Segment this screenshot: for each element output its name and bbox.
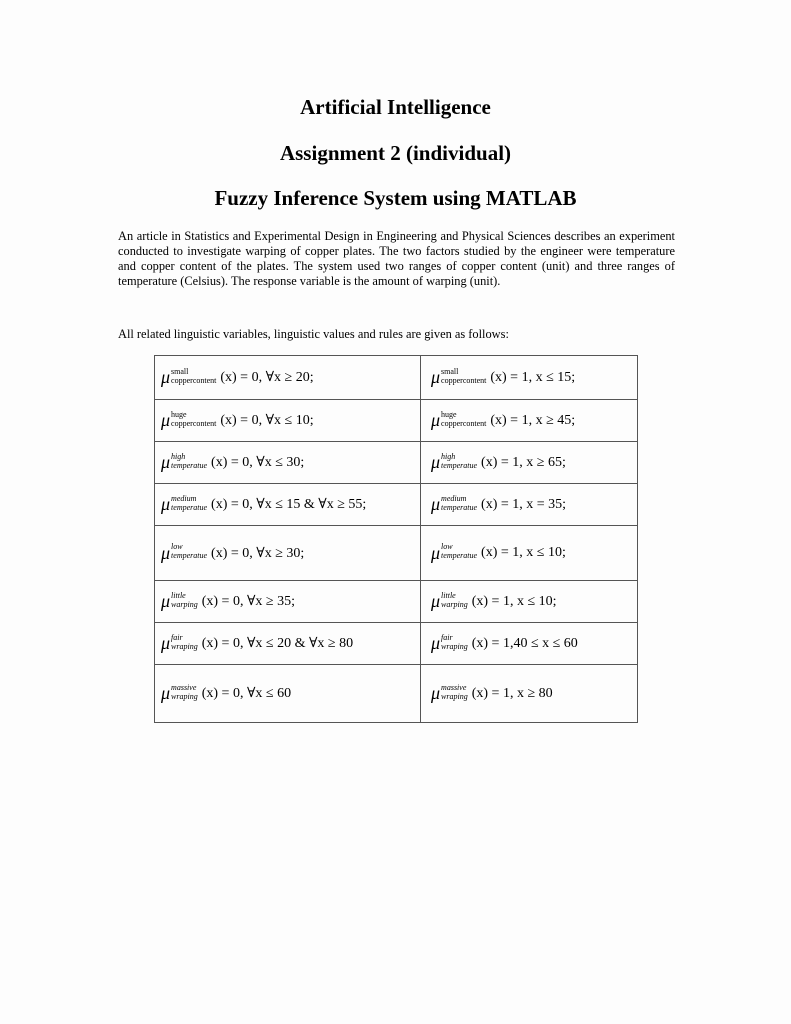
mu-symbol: μ [161, 591, 171, 611]
mu-symbol: μ [431, 633, 441, 653]
linguistic-value: huge [171, 409, 187, 419]
linguistic-variable: coppercontent [171, 418, 217, 428]
rule-cell [421, 356, 638, 400]
linguistic-variable: coppercontent [441, 418, 487, 428]
rule-expression: (x) = 0, ∀x ≤ 60 [201, 686, 292, 701]
mu-symbol: μ [161, 452, 171, 472]
rule-cell [421, 623, 638, 665]
rule-expression: (x) = 0, ∀x ≤ 30; [211, 455, 305, 470]
table-row [155, 623, 638, 665]
table-row [155, 526, 638, 581]
table-row [155, 442, 638, 484]
assignment-title: Assignment 2 (individual) [279, 141, 512, 165]
linguistic-variable: temperatue [171, 551, 208, 560]
rule-cell [155, 484, 421, 526]
linguistic-variable: wraping [171, 641, 198, 651]
rule-expression: (x) = 1, x ≤ 10; [481, 545, 566, 560]
mu-symbol: μ [431, 683, 441, 703]
linguistic-variable: wraping [441, 641, 468, 651]
rule-expression: (x) = 1,40 ≤ x ≤ 60 [471, 635, 578, 651]
table-row [155, 484, 638, 526]
membership-rules-table [154, 355, 638, 723]
topic-title: Fuzzy Inference System using MATLAB [214, 186, 577, 210]
doc-title: Artificial Intelligence [300, 95, 491, 119]
rule-expression: (x) = 1, x ≥ 45; [490, 412, 576, 428]
mu-symbol: μ [431, 494, 441, 514]
linguistic-value: fair [441, 632, 453, 642]
mu-symbol: μ [431, 367, 441, 387]
rules-lead-paragraph: All related linguistic variables, linguistic values and rules are given as follows: [118, 327, 509, 341]
rule-cell [421, 442, 638, 484]
rule-expression: (x) = 0, ∀x ≤ 20 & ∀x ≥ 80 [201, 636, 354, 651]
linguistic-value: little [441, 590, 456, 600]
table-row [155, 356, 638, 400]
rule-expression: (x) = 1, x = 35; [481, 496, 567, 512]
linguistic-variable: wraping [441, 691, 468, 701]
linguistic-value: small [171, 366, 189, 376]
rule-expression: (x) = 0, ∀x ≥ 20; [220, 370, 314, 385]
linguistic-value: huge [441, 409, 457, 419]
rule-cell [155, 356, 421, 400]
mu-symbol: μ [431, 542, 441, 563]
linguistic-variable: warping [441, 599, 468, 609]
mu-symbol: μ [431, 410, 441, 430]
rule-cell [155, 526, 421, 581]
rule-expression: (x) = 1, x ≥ 80 [471, 685, 553, 701]
mu-symbol: μ [161, 633, 171, 653]
linguistic-value: high [441, 451, 456, 461]
linguistic-variable: temperatue [441, 460, 478, 470]
linguistic-variable: temperatue [171, 460, 208, 470]
table-row [155, 400, 638, 442]
rule-expression: (x) = 1, x ≤ 15; [490, 369, 576, 385]
rule-cell [155, 442, 421, 484]
rule-expression: (x) = 1, x ≤ 10; [471, 593, 557, 609]
linguistic-variable: temperatue [441, 502, 478, 512]
rule-cell [155, 623, 421, 665]
rule-expression: (x) = 0, ∀x ≥ 30; [211, 545, 305, 561]
rule-expression: (x) = 0, ∀x ≥ 35; [201, 594, 295, 609]
rule-expression: (x) = 0, ∀x ≤ 10; [220, 413, 314, 428]
linguistic-variable: coppercontent [171, 375, 217, 385]
linguistic-value: massive [441, 682, 467, 692]
rule-cell [421, 484, 638, 526]
linguistic-value: medium [441, 493, 467, 503]
mu-symbol: μ [431, 591, 441, 611]
linguistic-value: low [171, 542, 183, 551]
linguistic-variable: warping [171, 599, 198, 609]
mu-symbol: μ [161, 542, 171, 563]
linguistic-value: little [171, 590, 186, 600]
linguistic-variable: coppercontent [441, 375, 487, 385]
table-row [155, 665, 638, 723]
linguistic-value: massive [171, 682, 197, 692]
linguistic-value: fair [171, 632, 183, 642]
rule-cell [155, 665, 421, 723]
linguistic-value: medium [171, 493, 197, 503]
intro-paragraph: An article in Statistics and Experimental Design in Engineering and Physical Sciences describes an experiment conducted to investigate warping of copper plates. The two factors studied by the engineer were temperature and copper content of the plates. The system used two ranges of copper content (unit) and three ranges of temperature (Celsius). The response variable is the amount of warping (unit). [118, 229, 675, 288]
table-row [155, 581, 638, 623]
rule-cell [155, 400, 421, 442]
rule-cell [421, 400, 638, 442]
linguistic-variable: temperatue [171, 502, 208, 512]
rule-cell [421, 581, 638, 623]
linguistic-variable: wraping [171, 691, 198, 701]
rule-expression: (x) = 1, x ≥ 65; [481, 454, 566, 470]
mu-symbol: μ [161, 410, 171, 430]
linguistic-value: small [441, 366, 459, 376]
rule-cell [421, 526, 638, 581]
rule-cell [155, 581, 421, 623]
mu-symbol: μ [161, 683, 171, 703]
linguistic-variable: temperatue [441, 551, 478, 560]
linguistic-value: low [441, 542, 453, 551]
mu-symbol: μ [161, 367, 171, 387]
linguistic-value: high [171, 451, 186, 461]
rule-expression: (x) = 0, ∀x ≤ 15 & ∀x ≥ 55; [211, 497, 367, 512]
mu-symbol: μ [161, 494, 171, 514]
rule-cell [421, 665, 638, 723]
mu-symbol: μ [431, 452, 441, 472]
